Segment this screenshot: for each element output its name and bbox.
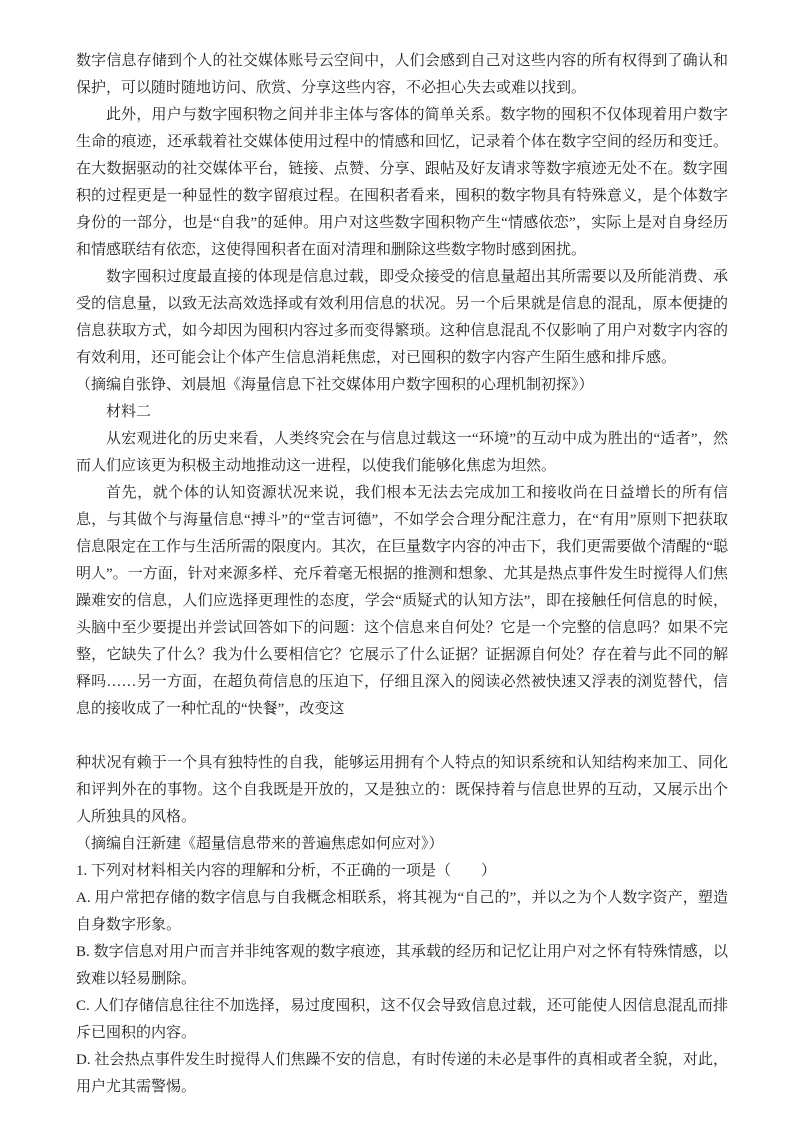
material-two-paragraph-2: 首先，就个体的认知资源状况来说，我们根本无法去完成加工和接收尚在日益增长的所有信息，与其做个与海量信息“搏斗”的“堂吉诃德”，不如学会合理分配注意力，在“有用”原则下把获取信息限定在工作与生活所需的限度内。其次，在巨量数字内容的冲击下，我们更需要做个清醒的“聪明人”。一方面，针对来源多样、充斥着毫无根据的推测和想象、尤其是热点事件发生时搅得人们焦躁难安的信息，人们应选择更理性的态度，学会“质疑式的认知方法”，即在接触任何信息的时候，头脑中至少要提出并尝试回答如下的问题：这个信息来自何处？它是一个完整的信息吗？如果不完整，它缺失了什么？我为什么要相信它？它展示了什么证据？证据源自何处？存在着与此不同的解释吗……另一方面，在超负荷信息的压迫下，仔细且深入的阅读必然被快速又浮表的浏览替代，信息的接收成了一种忙乱的“快餐”，改变这 <box>76 485 728 717</box>
question-1-stem: 1. 下列对材料相关内容的理解和分析，不正确的一项是（ ） <box>76 863 497 879</box>
question-1-option-b: B. 数字信息对用户而言并非纯客观的数字痕迹，其承载的经历和记忆让用户对之怀有特殊情感，以致难以轻易删除。 <box>76 944 728 987</box>
question-1-option-d: D. 社会热点事件发生时搅得人们焦躁不安的信息，有时传递的未必是事件的真相或者全貌，对此，用户尤其需警惕。 <box>76 1052 728 1095</box>
material-two-paragraph-1: 从宏观进化的历史来看，人类终究会在与信息过载这一“环境”的互动中成为胜出的“适者”，然而人们应该更为积极主动地推动这一进程，以使我们能够化焦虑为坦然。 <box>76 431 728 474</box>
material-one-paragraph-continuation: 数字信息存储到个人的社交媒体账号云空间中，人们会感到自己对这些内容的所有权得到了确认和保护，可以随时随地访问、欣赏、分享这些内容，不必担心失去或难以找到。 <box>76 53 728 96</box>
material-two-heading: 材料二 <box>106 404 152 420</box>
material-one-attribution: （摘编自张铮、刘晨旭《海量信息下社交媒体用户数字囤积的心理机制初探》） <box>76 377 594 393</box>
question-1-option-c: C. 人们存储信息往往不加选择，易过度囤积，这不仅会导致信息过载，还可能使人因信息混乱而排斥已囤积的内容。 <box>76 998 728 1041</box>
question-1-option-a: A. 用户常把存储的数字信息与自我概念相联系，将其视为“自己的”，并以之为个人数字资产，塑造自身数字形象。 <box>76 890 728 933</box>
material-two-attribution: （摘编自汪新建《超量信息带来的普遍焦虑如何应对》） <box>76 836 444 852</box>
material-one-paragraph-3: 数字囤积过度最直接的体现是信息过载，即受众接受的信息量超出其所需要以及所能消费、承受的信息量，以致无法高效选择或有效利用信息的状况。另一个后果就是信息的混乱，原本便捷的信息获取方式，如今却因为囤积内容过多而变得繁琐。这种信息混乱不仅影响了用户对数字内容的有效利用，还可能会让个体产生信息消耗焦虑，对已囤积的数字内容产生陌生感和排斥感。 <box>76 269 728 366</box>
material-two-paragraph-3-continuation: 种状况有赖于一个具有独特性的自我，能够运用拥有个人特点的知识系统和认知结构来加工、同化和评判外在的事物。这个自我既是开放的，又是独立的：既保持着与信息世界的互动，又展示出个人所独具的风格。 <box>76 755 728 825</box>
material-one-paragraph-2: 此外，用户与数字囤积物之间并非主体与客体的简单关系。数字物的囤积不仅体现着用户数字生命的痕迹，还承载着社交媒体使用过程中的情感和回忆，记录着个体在数字空间的经历和变迁。在大数据驱动的社交媒体平台，链接、点赞、分享、跟帖及好友请求等数字痕迹无处不在。数字囤积的过程更是一种显性的数字留痕过程。在囤积者看来，囤积的数字物具有特殊意义，是个体数字身份的一部分，也是“自我”的延伸。用户对这些数字囤积物产生“情感依恋”，实际上是对自身经历和情感联结有依恋，这使得囤积者在面对清理和删除这些数字物时感到困扰。 <box>76 107 728 258</box>
